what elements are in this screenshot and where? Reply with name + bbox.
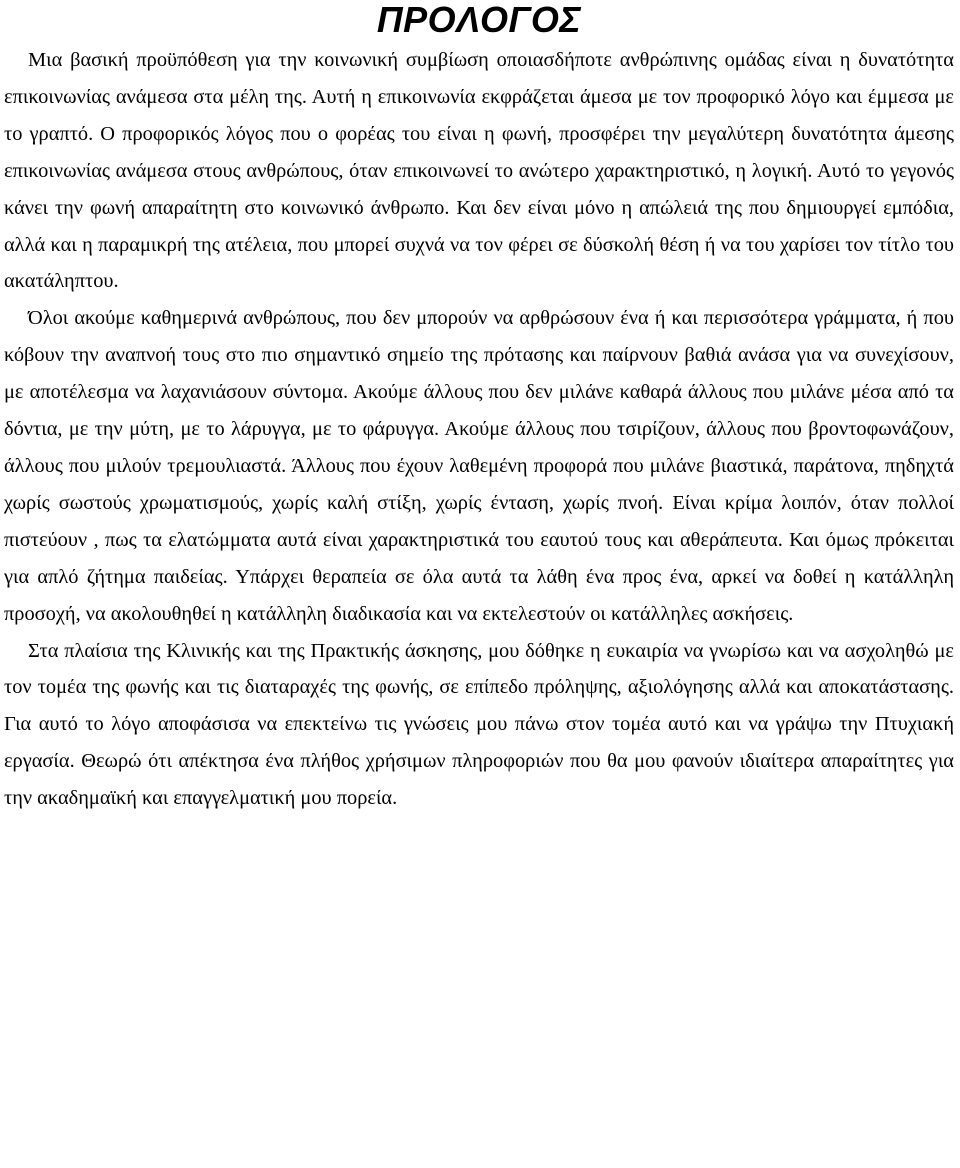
paragraph-2: Όλοι ακούμε καθημερινά ανθρώπους, που δεν μπορούν να αρθρώσουν ένα ή και περισσότερα γράμματα, ή που κόβουν την αναπνοή τους στο πιο σημαντικό σημείο της πρότασης και παίρνουν βαθιά ανάσα για να συνεχίσουν, με αποτέλεσμα να λαχανιάσουν σύντομα. Ακούμε άλλους που δεν μιλάνε καθαρά άλλους που μιλάνε μέσα από τα δόντια, με την μύτη, με το λάρυγγα, με το φάρυγγα. Ακούμε άλλους που τσιρίζουν, άλλους που βροντοφωνάζουν, άλλους που μιλούν τρεμουλιαστά. Άλλους που έχουν λαθεμένη προφορά που μιλάνε βιαστικά, παράτονα, πηδηχτά χωρίς σωστούς χρωματισμούς, χωρίς καλή στίξη, χωρίς ένταση, χωρίς πνοή. Είναι κρίμα λοιπόν, όταν πολλοί πιστεύουν , πως τα ελατώμματα αυτά είναι χαρακτηριστικά του εαυτού τους και αθεράπευτα. Και όμως πρόκειται για απλό ζήτημα παιδείας. Υπάρχει θεραπεία σε όλα αυτά τα λάθη ένα προς ένα, αρκεί να δοθεί η κατάλληλη προσοχή, να ακολουθηθεί η κατάλληλη διαδικασία και να εκτελεστούν οι κατάλληλες ασκήσεις. [4, 307, 954, 625]
page-title: ΠΡΟΛΟΓΟΣ [376, 0, 582, 40]
paragraph-1: Μια βασική προϋπόθεση για την κοινωνική συμβίωση οποιασδήποτε ανθρώπινης ομάδας είναι η δυνατότητα επικοινωνίας ανάμεσα στα μέλη της. Αυτή η επικοινωνία εκφράζεται άμεσα με τον προφορικό λόγο και έμμεσα με το γραπτό. Ο προφορικός λόγος που ο φορέας του είναι η φωνή, προσφέρει την μεγαλύτερη δυνατότητα άμεσης επικοινωνίας ανάμεσα στους ανθρώπους, όταν επικοινωνεί το ανώτερο χαρακτηριστικό, η λογική. Αυτό το γεγονός κάνει την φωνή απαραίτητη στο κοινωνικό άνθρωπο. Και δεν είναι μόνο η απώλειά της που δημιουργεί εμπόδια, αλλά και η παραμικρή της ατέλεια, που μπορεί συχνά να τον φέρει σε δύσκολή θέση ή να του χαρίσει τον τίτλο του ακατάληπτου. [4, 49, 954, 293]
paragraph-3: Στα πλαίσια της Κλινικής και της Πρακτικής άσκησης, μου δόθηκε η ευκαιρία να γνωρίσω και να ασχοληθώ με τον τομέα της φωνής και τις διαταραχές της φωνής, σε επίπεδο πρόληψης, αξιολόγησης αλλά και αποκατάστασης. Για αυτό το λόγο αποφάσισα να επεκτείνω τις γνώσεις μου πάνω στον τομέα αυτό και να γράψω την Πτυχιακή εργασία. Θεωρώ ότι απέκτησα ένα πλήθος χρήσιμων πληροφοριών που θα μου φανούν ιδιαίτερα απαραίτητες για την ακαδημαϊκή και επαγγελματική μου πορεία. [4, 639, 954, 810]
